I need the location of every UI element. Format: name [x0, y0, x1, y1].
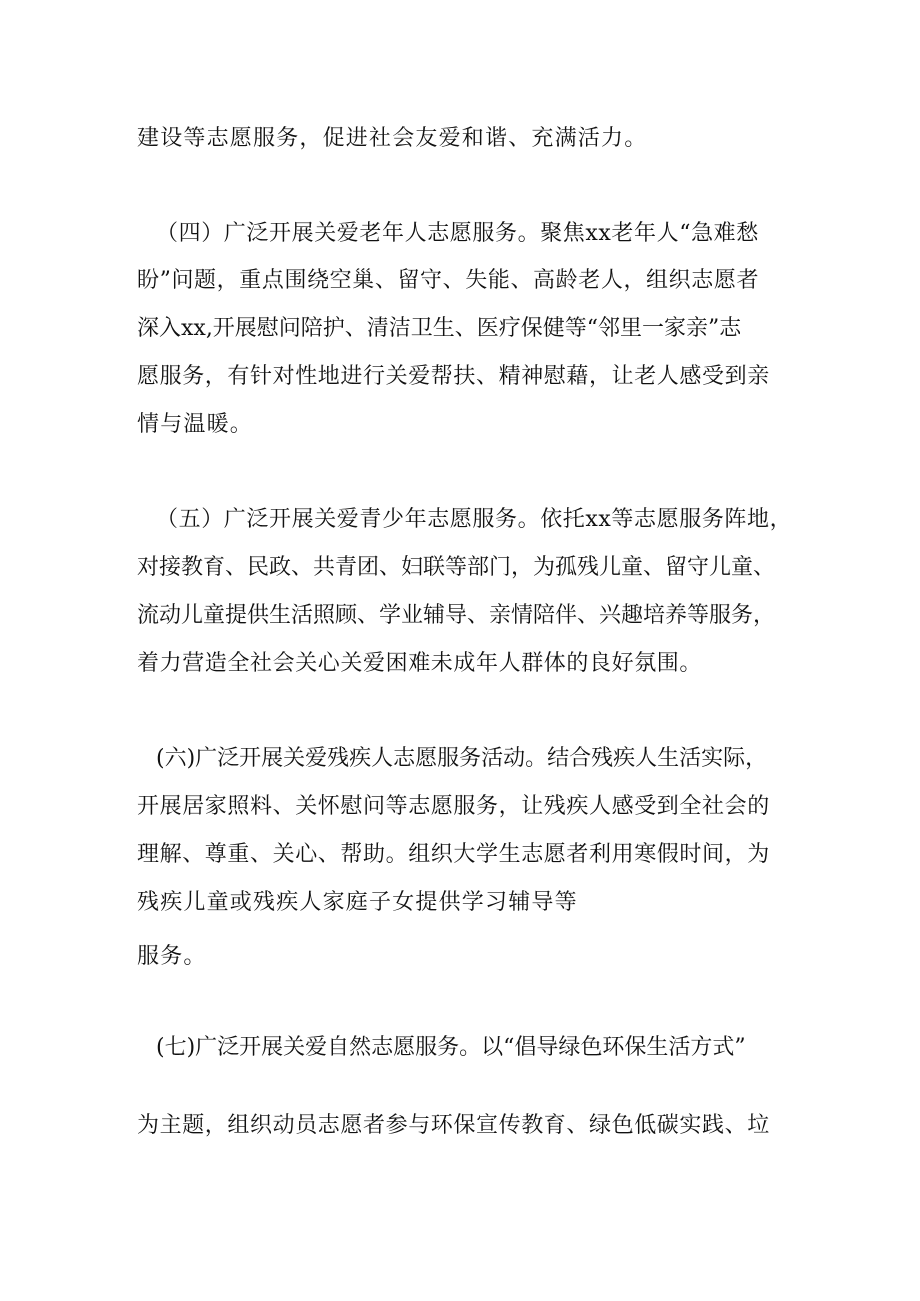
- paragraph-4-line-5: 情与温暖。: [137, 412, 254, 437]
- paragraph-4-line-1: （四）广泛开展关爱老年人志愿服务。聚焦xx老年人“急难愁: [156, 221, 759, 246]
- paragraph-5-line-1: （五）广泛开展关爱青少年志愿服务。依托xx等志愿服务阵地，: [156, 507, 793, 532]
- paragraph-5-line-3: 流动儿童提供生活照顾、学业辅导、亲情陪伴、兴趣培养等服务，: [137, 603, 776, 628]
- paragraph-6-line-1: (六)广泛开展关爱残疾人志愿服务活动。结合残疾人生活实际，: [156, 746, 768, 771]
- paragraph-5-line-2: 对接教育、民政、共青团、妇联等部门，为孤残儿童、留守儿童、: [137, 555, 776, 580]
- paragraph-7-line-2: 为主题，组织动员志愿者参与环保宣传教育、绿色低碳实践、垃: [137, 1113, 770, 1138]
- paragraph-4-line-4: 愿服务，有针对性地进行关爱帮扶、精神慰藉，让老人感受到亲: [137, 364, 770, 389]
- paragraph-0-line-1: 建设等志愿服务，促进社会友爱和谐、充满活力。: [137, 126, 648, 151]
- paragraph-4-line-2: 盼”问题，重点围绕空巢、留守、失能、高龄老人，组织志愿者: [137, 268, 760, 293]
- paragraph-4-line-3: 深入xx,开展慰问陪护、清洁卫生、医疗保健等“邻里一家亲”志: [137, 316, 742, 341]
- paragraph-7-line-1: (七)广泛开展关爱自然志愿服务。以“倡导绿色环保生活方式”: [156, 1035, 746, 1060]
- paragraph-6-line-3: 理解、尊重、关心、帮助。组织大学生志愿者利用寒假时间，为: [137, 842, 770, 867]
- paragraph-5-line-4: 着力营造全社会关心关爱困难未成年人群体的良好氛围。: [137, 651, 703, 676]
- paragraph-6-line-4: 残疾儿童或残疾人家庭子女提供学习辅导等: [137, 890, 578, 915]
- paragraph-6-continuation: 服务。: [137, 944, 207, 969]
- paragraph-6-line-2: 开展居家照料、关怀慰问等志愿服务，让残疾人感受到全社会的: [137, 794, 770, 819]
